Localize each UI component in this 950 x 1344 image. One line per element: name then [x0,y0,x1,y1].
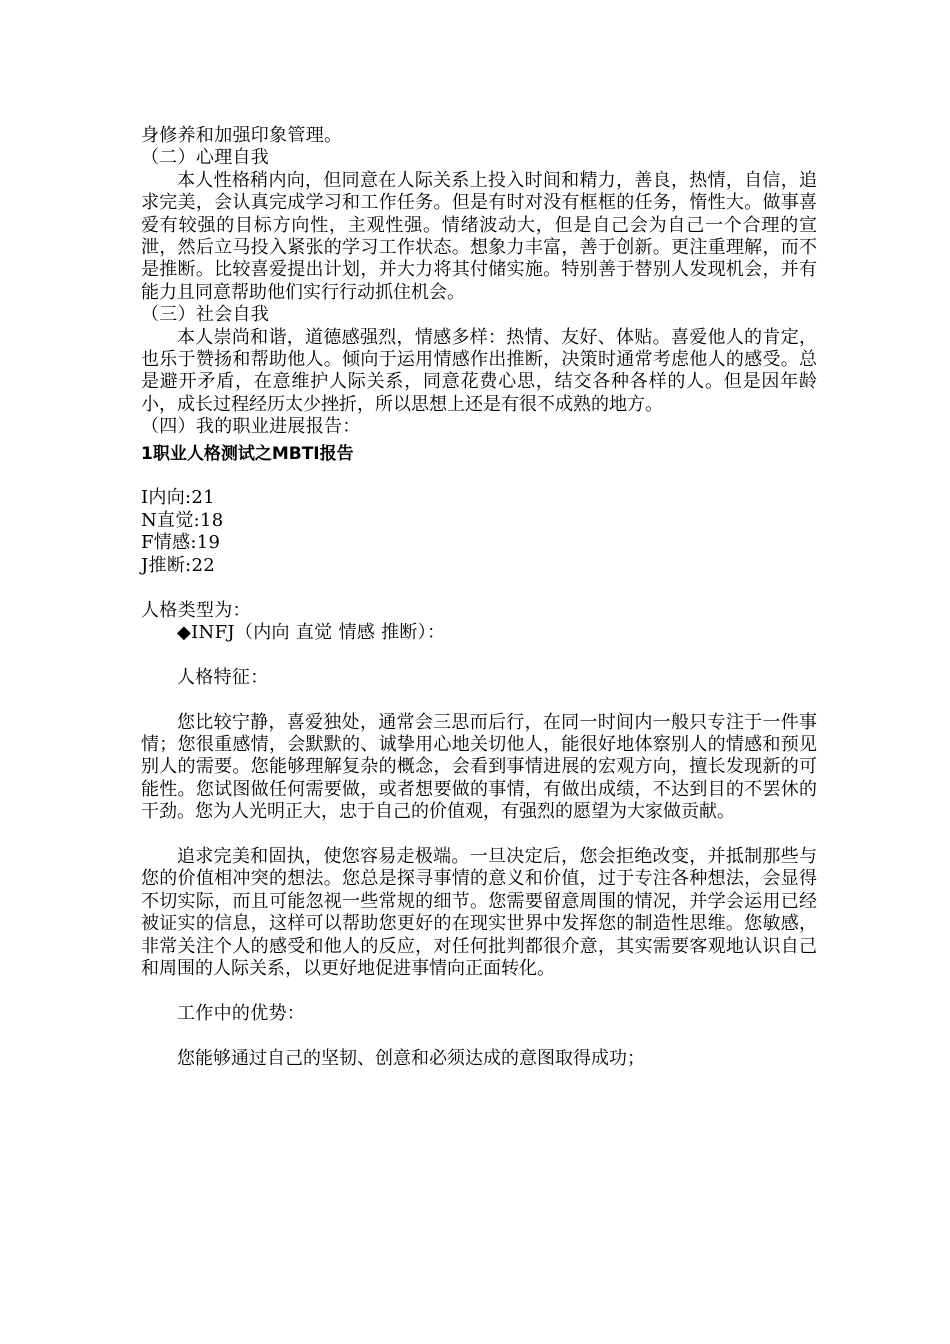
text-line: 身修养和加强印象管理。 [141,125,343,146]
mbti-score-n: N直觉:18 [141,509,224,531]
paragraph-traits-1: 您比较宁静，喜爱独处，通常会三思而后行，在同一时间内一般只专注于一件事情；您很重感情，会默默的、诚挚用心地关切他人，能很好地体察别人的情感和预见别人的需要。您能够理解复杂的概念，会看到事情进展的宏观方向，擅长发现新的可能性。您试图做任何需要做，或者想要做的事情，有做出成绩，不达到目的不罢休的干劲。您为人光明正大，忠于自己的价值观，有强烈的愿望为大家做贡献。 [141,711,817,823]
blank-line [141,689,817,711]
personality-type-value: ◆INFJ（内向 直觉 情感 推断）： [177,621,446,643]
work-strengths-label: 工作中的优势： [177,1002,306,1024]
mbti-score-f: F情感:19 [141,532,221,554]
section-heading-career-report: （四）我的职业进展报告： [141,416,361,438]
paragraph-traits-2: 追求完美和固执，使您容易走极端。一旦决定后，您会拒绝改变，并抵制那些与您的价值相冲突的想法。您总是探寻事情的意义和价值，过于专注各种想法，会显得不切实际，而且可能忽视一些常规的细节。您需要留意周围的情况，并学会运用已经被证实的信息，这样可以帮助您更好的在现实世界中发挥您的制造性思维。您敏感，非常关注个人的感受和他人的反应，对任何批判都很介意，其实需要客观地认识自己和周围的人际关系，以更好地促进事情向正面转化。 [141,845,817,979]
blank-line [141,577,817,599]
paragraph-psychological-self: 本人性格稍内向，但同意在人际关系上投入时间和精力，善良，热情，自信，追求完美，会认真完成学习和工作任务。但是有时对没有框框的任务，惰性大。做事喜爱有较强的目标方向性，主观性强。情绪波动大，但是自己会为自己一个合理的宣泄，然后立马投入紧张的学习工作状态。想象力丰富，善于创新。更注重理解，而不是推断。比较喜爱提出计划，并大力将其付储实施。特别善于替别人发现机会，并有能力且同意帮助他们实行行动抓住机会。 [141,169,817,303]
personality-type-label: 人格类型为： [141,599,251,621]
blank-line [141,980,817,1002]
mbti-report-title: 1职业人格测试之MBTI报告 [141,443,354,464]
mbti-score-j: J推断:22 [141,554,215,576]
blank-line [141,824,817,846]
section-heading-social-self: （三）社会自我 [141,304,270,326]
paragraph-strength-1: 您能够通过自己的坚韧、创意和必须达成的意图取得成功； [177,1047,645,1069]
blank-line [141,465,817,487]
blank-line [141,1025,817,1047]
paragraph-social-self: 本人崇尚和谐，道德感强烈，情感多样：热情、友好、体贴。喜爱他人的肯定，也乐于赞扬和帮助他人。倾向于运用情感作出推断，决策时通常考虑他人的感受。总是避开矛盾，在意维护人际关系，同意花费心思，结交各种各样的人。但是因年龄小，成长过程经历太少挫折，所以思想上还是有很不成熟的地方。 [141,326,817,415]
blank-line [141,644,817,666]
personality-traits-label: 人格特征： [177,666,269,688]
mbti-score-i: I内向:21 [141,487,215,509]
section-heading-psychological-self: （二）心理自我 [141,147,270,169]
document-page [141,125,817,1070]
